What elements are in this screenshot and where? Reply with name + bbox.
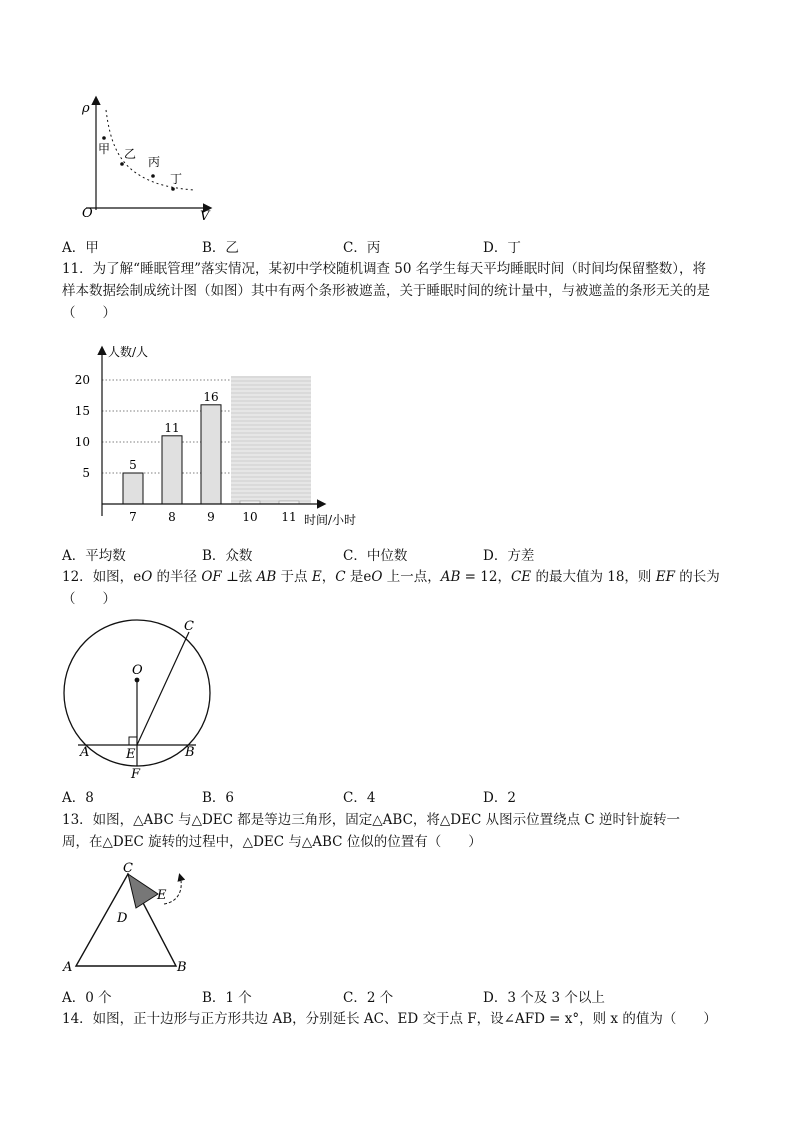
- q10-option-d[interactable]: D．丁: [483, 240, 521, 256]
- x-tick-label: 7: [129, 510, 137, 524]
- bar-label-9: 16: [203, 389, 219, 404]
- segment-ce: [137, 632, 189, 745]
- q12-circle-symbol: e: [133, 569, 142, 585]
- bar-9: [201, 405, 221, 504]
- q13-stem: [62, 809, 742, 853]
- point-bing: [151, 174, 155, 178]
- q10-option-b[interactable]: B．乙: [202, 240, 239, 256]
- q12-text: 上一点，: [382, 569, 441, 585]
- center-point: [135, 678, 140, 683]
- point-ding: [171, 187, 175, 191]
- rotation-arrow: [164, 876, 181, 904]
- q11-option-a[interactable]: A．平均数: [62, 548, 126, 564]
- bar-7: [123, 473, 143, 504]
- right-angle-mark: [129, 737, 137, 745]
- label-a: A: [80, 745, 90, 760]
- density-volume-graph: [70, 92, 220, 224]
- point-yi: [120, 162, 124, 166]
- q13-line1: 13．如图，△ABC 与△DEC 都是等边三角形，固定△ABC，将△DEC 从图示位置绕点 C 逆时针旋转一: [62, 812, 681, 828]
- y-tick-label: 20: [74, 373, 90, 387]
- q13-option-b[interactable]: B．1 个: [202, 990, 252, 1006]
- label-b: B: [185, 745, 195, 760]
- q12-text: 是: [345, 569, 364, 585]
- q12-text: 于点: [276, 569, 312, 585]
- label-b: B: [177, 960, 187, 975]
- q10-option-c[interactable]: C．丙: [343, 240, 381, 256]
- q13-line2: 周，在△DEC 旋转的过程中，△DEC 与△ABC 位似的位置有（ ）: [62, 834, 482, 850]
- q12-line1: [62, 566, 742, 588]
- q12-text: 的最大值为 18，则: [531, 569, 656, 585]
- label-c: C: [184, 619, 194, 634]
- q12-option-d[interactable]: D．2: [483, 790, 516, 806]
- q12-text: 如图，: [92, 569, 134, 585]
- q12-var: EF: [655, 569, 675, 585]
- q11-option-c[interactable]: C．中位数: [343, 548, 408, 564]
- label-a: A: [63, 960, 73, 975]
- q11-options: [62, 544, 742, 562]
- q12-option-b[interactable]: B．6: [202, 790, 235, 806]
- x-tick-label: 10: [242, 510, 258, 524]
- q14-line1: 14．如图，正十边形与正方形共边 AB，分别延长 AC、ED 交于点 F，设∠AFD = x°，则 x 的值为（ ）: [62, 1011, 717, 1027]
- q11-option-d[interactable]: D．方差: [483, 548, 535, 564]
- v-label: V: [200, 209, 210, 224]
- q12-text: ⊥弦: [221, 569, 257, 585]
- q12-text: 的长为: [674, 569, 720, 585]
- q13-option-c[interactable]: C．2 个: [343, 990, 394, 1006]
- origin-label: O: [82, 206, 93, 221]
- q13-option-a[interactable]: A．0 个: [62, 990, 112, 1006]
- label-o: O: [132, 663, 143, 678]
- q13-option-d[interactable]: D．3 个及 3 个以上: [483, 990, 605, 1006]
- chart-ylabel: 人数/人: [108, 345, 149, 359]
- q12-var: CE: [510, 569, 532, 585]
- q11-line1: 11．为了解“睡眠管理”落实情况，某初中学校随机调查 50 名学生每天平均睡眠时间（时间均保留整数），将: [62, 261, 706, 277]
- q11-blank: （ ）: [62, 305, 116, 321]
- label-bing: 丙: [148, 155, 161, 169]
- q12-var: AB: [256, 569, 277, 585]
- label-yi: 乙: [124, 147, 137, 161]
- label-e: E: [126, 747, 136, 762]
- circle-chord-figure: [56, 616, 226, 786]
- q11-stem: [62, 258, 742, 324]
- bar-8: [162, 436, 182, 504]
- x-tick-labels: [129, 510, 296, 524]
- y-tick-labels: [75, 373, 90, 480]
- q12-number: 12．: [62, 569, 93, 585]
- bar-label-8: 11: [164, 420, 180, 435]
- q12-text: 的半径: [152, 569, 202, 585]
- y-tick-label: 5: [82, 466, 90, 480]
- q12-text: = 12，: [460, 569, 511, 585]
- covered-area: [231, 376, 311, 504]
- point-jia: [102, 136, 106, 140]
- q11-line2: 样本数据绘制成统计图（如图）其中有两个条形被遮盖，关于睡眠时间的统计量中，与被遮盖的条形无关的是: [62, 283, 710, 299]
- label-e: E: [157, 888, 167, 903]
- q12-blank: （ ）: [62, 591, 116, 607]
- label-jia: 甲: [98, 142, 111, 156]
- q12-text: ，: [321, 569, 336, 585]
- triangle-dec: [128, 874, 158, 908]
- q12-var: O: [371, 569, 383, 585]
- q12-var: AB: [440, 569, 461, 585]
- q12-option-c[interactable]: C．4: [343, 790, 376, 806]
- q12-var: OF: [201, 569, 222, 585]
- q13-options: [62, 986, 742, 1004]
- rho-label: ρ: [82, 101, 90, 116]
- label-c: C: [123, 861, 133, 876]
- chart-xlabel: 时间/小时: [304, 513, 357, 527]
- q10-options: [62, 236, 742, 254]
- q12-var: C: [335, 569, 346, 585]
- triangle-rotation-figure: [60, 858, 210, 980]
- q12-var: E: [311, 569, 322, 585]
- q12-stem: [62, 566, 742, 610]
- label-ding: 丁: [170, 172, 183, 186]
- q10-option-a[interactable]: A．甲: [62, 240, 99, 256]
- sleep-time-bar-chart: [66, 340, 366, 532]
- label-d: D: [117, 911, 128, 926]
- x-tick-label: 8: [168, 510, 176, 524]
- q12-var: O: [141, 569, 153, 585]
- y-tick-label: 10: [74, 435, 90, 449]
- q11-option-b[interactable]: B．众数: [202, 548, 253, 564]
- x-tick-label: 9: [207, 510, 215, 524]
- q12-circle-symbol: e: [363, 569, 372, 585]
- q12-options: [62, 786, 742, 804]
- label-f: F: [131, 767, 141, 782]
- q14-stem: [62, 1008, 742, 1030]
- q12-option-a[interactable]: A．8: [62, 790, 94, 806]
- y-tick-label: 15: [74, 404, 90, 418]
- x-tick-label: 11: [281, 510, 297, 524]
- bar-label-7: 5: [129, 458, 137, 472]
